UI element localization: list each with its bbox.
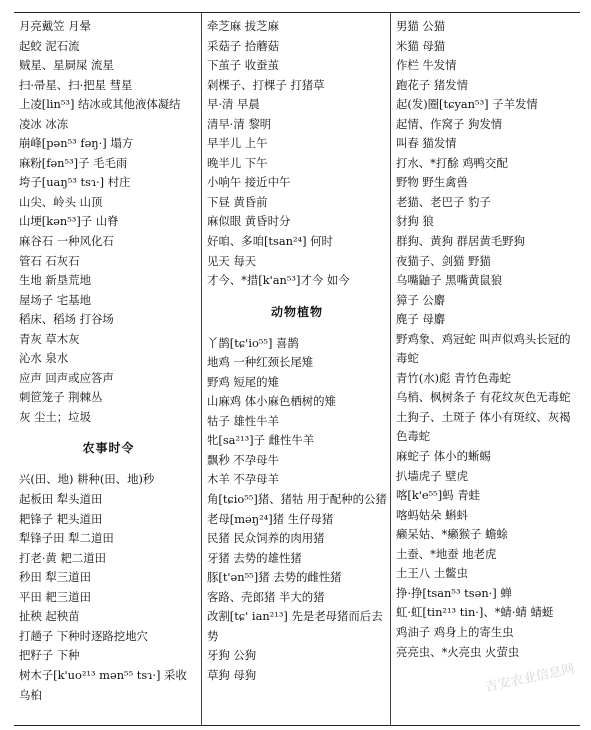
dictionary-entry: 应声 回声或应答声 (19, 370, 114, 385)
dictionary-entry: 牝[sa²¹³]子 雌性牛羊 (207, 433, 315, 448)
dictionary-entry: 癞呆姑、*癞猴子 蟾蜍 (396, 527, 508, 542)
dictionary-entry: 鸡油子 鸡身上的寄生虫 (396, 624, 514, 639)
dictionary-entry: 叫春 猫发情 (396, 136, 457, 151)
column-3 (391, 13, 580, 725)
dictionary-entry: 地鸡 一种红颈长尾雉 (207, 355, 314, 370)
dictionary-entry: 土蚕、*地蚕 地老虎 (396, 546, 497, 561)
dictionary-entry: 野物 野生禽兽 (396, 175, 468, 190)
dictionary-entry: 土狗子、土斑子 体小有斑纹、灰褐色毒蛇 (396, 409, 571, 444)
dictionary-entry: 清早·清 黎明 (207, 116, 272, 131)
dictionary-entry: 打老·黄 耙二道田 (19, 550, 106, 565)
dictionary-entry: 獐子 公麝 (396, 292, 446, 307)
dictionary-entry: 耙锋子 耙头道田 (19, 511, 103, 526)
dictionary-entry: 采菇子 拾蘑菇 (207, 38, 279, 53)
dictionary-entry: 树木子[k'uo²¹³ mən⁵⁵ tsɿ·] 采收乌桕 (19, 667, 187, 702)
dictionary-entry: 亮亮虫、*火亮虫 火萤虫 (396, 644, 520, 659)
dictionary-entry: 早半儿 上午 (207, 136, 268, 151)
dictionary-entry: 把籽子 下种 (19, 648, 80, 663)
dictionary-entry: 麻粉[fən⁵³]子 毛毛雨 (19, 155, 128, 170)
dictionary-entry: 乌嘴鼬子 黑嘴黄鼠狼 (396, 273, 503, 288)
dictionary-entry: 角[tɕio⁵⁵]猪、猪牯 用于配种的公猪 (207, 492, 387, 507)
dictionary-entry: 青竹(水)彪 青竹色毒蛇 (396, 370, 512, 385)
dictionary-entry: 起情、作窝子 狗发情 (396, 116, 503, 131)
dictionary-entry: 豚[t'ən⁵⁵]猪 去势的雌性猪 (207, 570, 342, 585)
dictionary-entry: 扫·帚星、扫·把星 彗星 (19, 77, 133, 92)
dictionary-entry: 山尖、岭头 山顶 (19, 194, 103, 209)
dictionary-entry: 凌冰 冰冻 (19, 116, 69, 131)
dictionary-entry: 牙狗 公狗 (207, 648, 257, 663)
dictionary-entry: 牙猪 去势的雄性猪 (207, 550, 302, 565)
dictionary-entry: 扯秧 起秧苗 (19, 609, 80, 624)
dictionary-entry: 好咱、多咱[tsan²⁴] 何时 (207, 234, 333, 249)
dictionary-entry: 麻谷石 一种风化石 (19, 234, 114, 249)
dictionary-entry: 丫鹊[tɕ'io⁵⁵] 喜鹊 (207, 335, 299, 350)
dictionary-page (14, 12, 580, 726)
dictionary-entry: 扒墙虎子 壁虎 (396, 468, 468, 483)
dictionary-entry: 老猫、老巴子 豹子 (396, 194, 491, 209)
dictionary-entry: 贼星、星屙屎 流星 (19, 58, 114, 73)
dictionary-entry: 起(发)圈[tɕyan⁵³] 子羊发情 (396, 97, 538, 112)
dictionary-entry: 垮子[uaŋ⁵³ tsɿ·] 村庄 (19, 175, 131, 190)
dictionary-entry: 作栏 牛发情 (396, 58, 457, 73)
dictionary-entry: 乌梢、枫树条子 有花纹灰色无毒蛇 (396, 390, 571, 405)
watermark: 吉安农业信息网 (483, 661, 576, 696)
dictionary-entry: 客路、壳郎猪 半大的猪 (207, 589, 325, 604)
section-heading: 动物植物 (270, 304, 323, 319)
dictionary-entry: 草狗 母狗 (207, 667, 257, 682)
dictionary-entry: 牯子 雄性牛羊 (207, 413, 279, 428)
dictionary-entry: 野鸡 短尾的雉 (207, 374, 279, 389)
dictionary-entry: 管石 石灰石 (19, 253, 80, 268)
dictionary-entry: 豺狗 狼 (396, 214, 434, 229)
dictionary-entry: 改割[tɕ' ian²¹³] 先是老母猪而后去势 (207, 609, 383, 643)
dictionary-entry: 喀[k'e⁵⁵]蚂 青蛙 (396, 488, 480, 503)
dictionary-entry: 青灰 草木灰 (19, 331, 80, 346)
dictionary-entry: 男猫 公猫 (396, 19, 446, 33)
dictionary-entry: 群狗、黄狗 群居黄毛野狗 (396, 234, 525, 249)
dictionary-entry: 沁水 泉水 (19, 351, 69, 366)
dictionary-entry: 山埂[kən⁵³]子 山脊 (19, 214, 119, 229)
dictionary-entry: 月亮戴笠 月晕 (19, 19, 91, 33)
dictionary-entry: 夜猫子、剑猫 野猫 (396, 253, 491, 268)
dictionary-entry: 野鸡象、鸡冠蛇 叫声似鸡头长冠的毒蛇 (396, 331, 571, 366)
dictionary-entry: 起板田 犁头道田 (19, 492, 103, 507)
dictionary-entry: 土王八 土鳖虫 (396, 566, 468, 581)
section-heading: 农事时令 (82, 441, 135, 456)
dictionary-entry: 晚半儿 下午 (207, 155, 268, 170)
dictionary-entry: 木羊 不孕母羊 (207, 472, 279, 487)
dictionary-entry: 麂子 母麝 (396, 312, 446, 327)
dictionary-entry: 见天 每天 (207, 253, 257, 268)
dictionary-entry: 牵芝麻 拔芝麻 (207, 19, 279, 33)
dictionary-entry: 小响午 接近中午 (207, 175, 291, 190)
dictionary-entry: 下茧子 收蚕茧 (207, 58, 279, 73)
dictionary-entry: 剁棵子、打棵子 打猪草 (207, 77, 325, 92)
dictionary-entry: 崩峰[pən⁵³ fəŋ·] 塌方 (19, 136, 134, 151)
dictionary-entry: 米猫 母猫 (396, 38, 446, 53)
dictionary-entry: 平田 耙三道田 (19, 589, 91, 604)
dictionary-entry: 跑花子 猪发情 (396, 77, 468, 92)
dictionary-entry: 麻似眼 黄昏时分 (207, 214, 291, 229)
dictionary-entry: 喀蚂姑朵 蝌蚪 (396, 507, 468, 522)
dictionary-entry: 稻床、稻场 打谷场 (19, 312, 114, 327)
dictionary-entry: 兴(田、地) 耕种(田、地)秒 (19, 472, 155, 487)
dictionary-entry: 老母[məŋ²⁴]猪 生仔母猪 (207, 511, 334, 526)
dictionary-entry: 民猪 民众饲养的肉用猪 (207, 531, 325, 546)
dictionary-entry: 山麻鸡 体小麻色栖树的雉 (207, 394, 336, 409)
dictionary-entry: 飘秒 不孕母牛 (207, 452, 279, 467)
dictionary-entry: 挣·挣[tsan⁵³ tsən·] 蝉 (396, 585, 512, 600)
dictionary-entry: 打趟子 下种时逐路挖地穴 (19, 628, 148, 643)
dictionary-entry: 才今、*措[k'an⁵³]才今 如今 (207, 273, 350, 288)
dictionary-entry: 生地 新垦荒地 (19, 273, 91, 288)
dictionary-entry: 早·清 早晨 (207, 97, 260, 112)
dictionary-entry: 起蛟 泥石流 (19, 38, 80, 53)
dictionary-entry: 刺笸笼子 荆棘丛 (19, 390, 103, 405)
column-2 (202, 13, 391, 725)
dictionary-entry: 虹·虹[tin²¹³ tin·]、*蜻·蜻 蜻蜓 (396, 605, 554, 620)
dictionary-entry: 上凌[lin⁵³] 结冰或其他液体凝结 (19, 97, 181, 112)
dictionary-entry: 麻蛇子 体小的蜥蜴 (396, 449, 491, 464)
dictionary-entry: 屋场子 宅基地 (19, 292, 91, 307)
dictionary-entry: 下昼 黄昏前 (207, 194, 268, 209)
dictionary-entry: 犁锋子田 犁二道田 (19, 531, 114, 546)
column-1 (14, 13, 202, 725)
dictionary-entry: 秒田 犁三道田 (19, 570, 91, 585)
dictionary-entry: 灰 尘土；垃圾 (19, 409, 91, 424)
dictionary-entry: 打水、*打酴 鸡鸭交配 (396, 155, 508, 170)
